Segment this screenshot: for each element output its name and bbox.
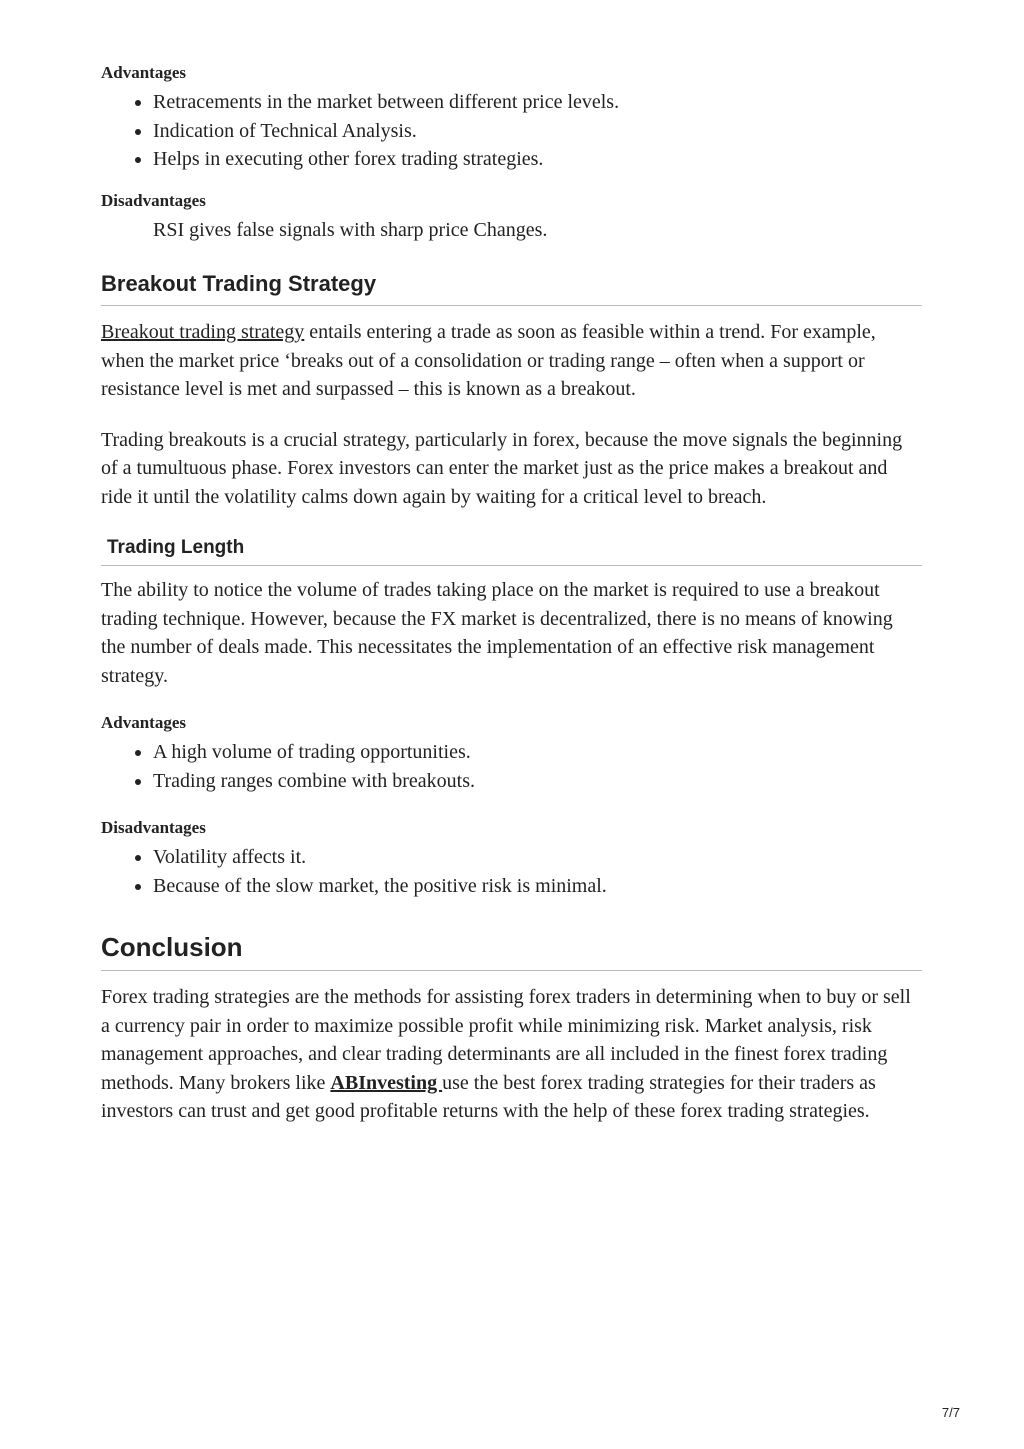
conclusion-text-1: Forex trading strategies are the methods for assisting forex traders in determining when to buy or sell a currency pair in order to maximize possible profit while minimizing risk. Market analysis, risk management approaches, and clear trading determinants are all included in the finest forex trading methods. Many brokers like: [101, 986, 911, 1094]
list-item: • Helps in executing other forex trading strategies.: [153, 145, 922, 174]
conclusion-paragraph: [101, 983, 922, 1126]
list-item: • Retracements in the market between different price levels.: [153, 88, 922, 117]
page-number: 7/7: [941, 1405, 960, 1420]
breakout-paragraph-1: [101, 318, 922, 404]
conclusion-heading: Conclusion: [101, 930, 922, 971]
disadvantage-text: RSI gives false signals with sharp price Changes.: [153, 218, 548, 241]
breakout-heading: Breakout Trading Strategy: [101, 269, 922, 306]
advantages-list: [101, 88, 922, 174]
disadvantages-label: Disadvantages: [101, 818, 206, 837]
list-item: • Because of the slow market, the positive risk is minimal.: [153, 872, 922, 901]
conclusion-text-2: use the best forex trading strategies for their traders as investors can trust and get good profitable returns with the help of these forex trading strategies.: [101, 1071, 876, 1122]
breakout-paragraph-1-text: entails entering a trade as soon as feasible within a trend. For example, when the market price ‘breaks out of a consolidation or trading range – often when a support or resistance level is met and surpassed – this is known as a breakout.: [101, 321, 876, 400]
advantages-list: [101, 738, 922, 795]
abinvesting-link[interactable]: ABInvesting: [330, 1071, 443, 1094]
list-item: • Trading ranges combine with breakouts.: [153, 767, 922, 796]
disadvantages-label: Disadvantages: [101, 190, 206, 210]
advantages-label: Advantages: [101, 63, 187, 82]
breakout-paragraph-2: Trading breakouts is a crucial strategy, particularly in forex, because the move signals the beginning of a tumultuous phase. Forex investors can enter the market just as the price makes a breakout and ride it until the volatility calms down again by waiting for a critical level to breach.: [101, 428, 903, 508]
list-item: • Volatility affects it.: [153, 843, 922, 872]
breakout-strategy-link[interactable]: Breakout trading strategy: [101, 321, 305, 343]
trading-length-paragraph: The ability to notice the volume of trades taking place on the market is required to use a breakout trading technique. However, because the FX market is decentralized, there is no means of knowing the number of deals made. This necessitates the implementation of an effective risk management strategy.: [101, 579, 893, 687]
list-item: • Indication of Technical Analysis.: [153, 117, 922, 146]
document-page: [101, 62, 922, 1126]
disadvantages-list: [101, 843, 922, 900]
trading-length-heading: Trading Length: [101, 535, 922, 566]
advantages-label: Advantages: [101, 713, 187, 732]
list-item: • A high volume of trading opportunities.: [153, 738, 922, 767]
